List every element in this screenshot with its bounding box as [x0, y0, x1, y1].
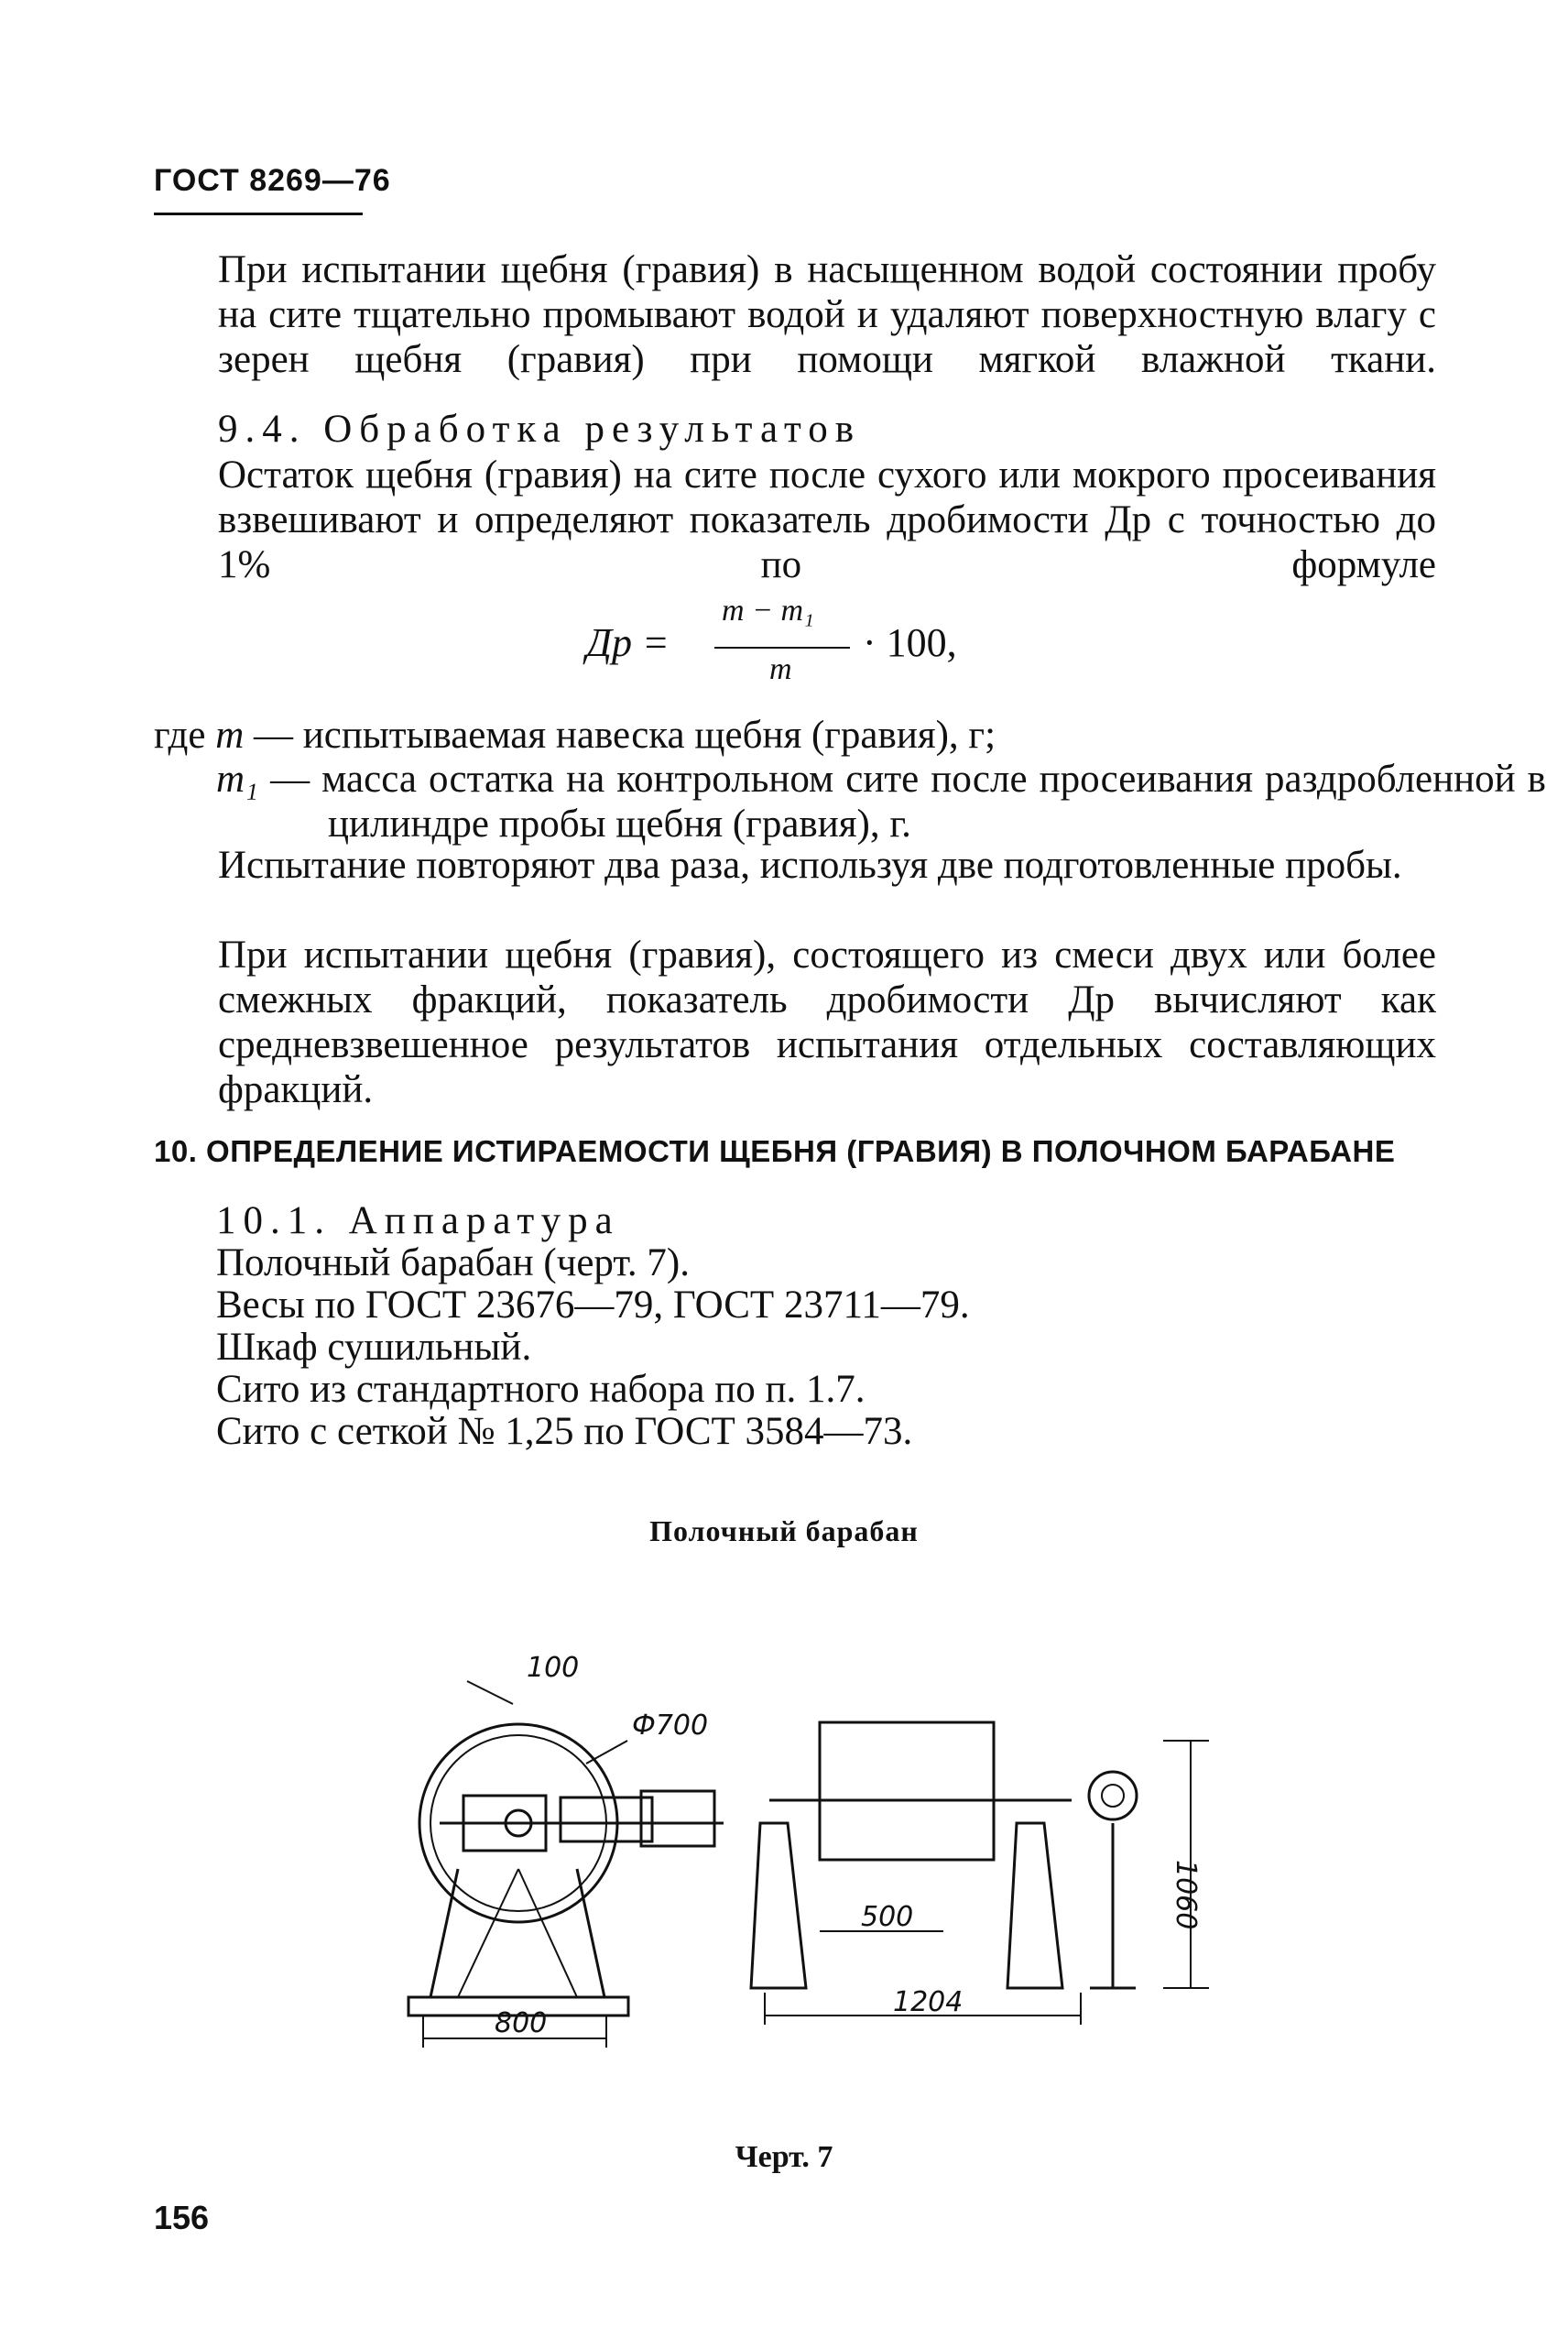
- section-title-10: 10. ОПРЕДЕЛЕНИЕ ИСТИРАЕМОСТИ ЩЕБНЯ (ГРАВИЯ) В ПОЛОЧНОМ БАРАБАНЕ: [154, 1134, 1396, 1168]
- page-number: 156: [154, 2199, 210, 2236]
- stand-brace: [518, 1869, 577, 1997]
- dim-label-height: 1060: [1170, 1860, 1202, 1930]
- formula-lhs: Др =: [586, 620, 670, 665]
- drum-side-body: [820, 1722, 994, 1860]
- figure-title: Полочный барабан: [649, 1514, 919, 1547]
- stand-brace: [458, 1869, 518, 1997]
- dim-label-base: 800: [495, 2007, 548, 2039]
- definition-symbol: m: [215, 714, 245, 757]
- formula-numerator: m − m₁: [722, 594, 814, 628]
- dim-label-shelf: 100: [527, 1652, 580, 1684]
- paragraph-text: При испытании щебня (гравия) в насыщенном водой состоянии пробу на сите тщательно промывают водой и удаляют поверхностную влагу с зерен щебня (гравия) при помощи мягкой влажной ткани.: [218, 248, 1436, 381]
- paragraph-text: При испытании щебня (гравия), состоящего из смеси двух или более смежных фракций, показатель дробимости Др вычисляют как средневзвешенное результатов испытания отдельных составляющих фракций.: [218, 934, 1436, 1111]
- apparatus-item: Полочный барабан (черт. 7).: [216, 1241, 690, 1284]
- dimension-leader-700: [586, 1741, 627, 1764]
- apparatus-item: Сито из стандартного набора по п. 1.7.: [216, 1368, 866, 1411]
- apparatus-item: Весы по ГОСТ 23676—79, ГОСТ 23711—79.: [216, 1284, 970, 1327]
- formula-rhs: · 100,: [863, 620, 957, 665]
- figure-caption: Черт. 7: [735, 2140, 833, 2174]
- stand-leg: [577, 1869, 604, 1997]
- dimension-leader-100: [467, 1681, 513, 1704]
- definition-prefix: где: [154, 714, 206, 757]
- apparatus-item: Сито с сеткой № 1,25 по ГОСТ 3584—73.: [216, 1410, 913, 1453]
- support-column-right: [1007, 1823, 1062, 1988]
- reducer-wheel: [1089, 1772, 1137, 1819]
- document-header: ГОСТ 8269—76: [154, 163, 391, 198]
- definition-symbol: m₁: [216, 758, 259, 801]
- paragraph-text: Испытание повторяют два раза, используя две подготовленные пробы.: [218, 844, 1402, 887]
- paragraph-text: Остаток щебня (гравия) на сите после сухого или мокрого просеивания взвешивают и определяют показатель дробимости Др с точностью до 1% по формуле: [218, 453, 1436, 586]
- definition-text: — масса остатка на контрольном сите после просеивания раздробленной в цилиндре пробы щебня (гравия), г.: [270, 758, 1546, 846]
- dim-label-drum-length: 500: [861, 1901, 914, 1933]
- subsection-heading-9-4: 9.4. Обработка результатов: [218, 408, 861, 451]
- support-column-left: [751, 1823, 806, 1988]
- formula-denominator: m: [769, 652, 792, 686]
- dim-label-diameter: Ф700: [632, 1710, 709, 1742]
- apparatus-heading: 10.1. Аппаратура: [216, 1199, 620, 1242]
- dim-label-overall-length: 1204: [893, 1986, 964, 2018]
- apparatus-item: Шкаф сушильный.: [216, 1326, 532, 1369]
- definition-text: — испытываемая навеска щебня (гравия), г;: [254, 714, 996, 757]
